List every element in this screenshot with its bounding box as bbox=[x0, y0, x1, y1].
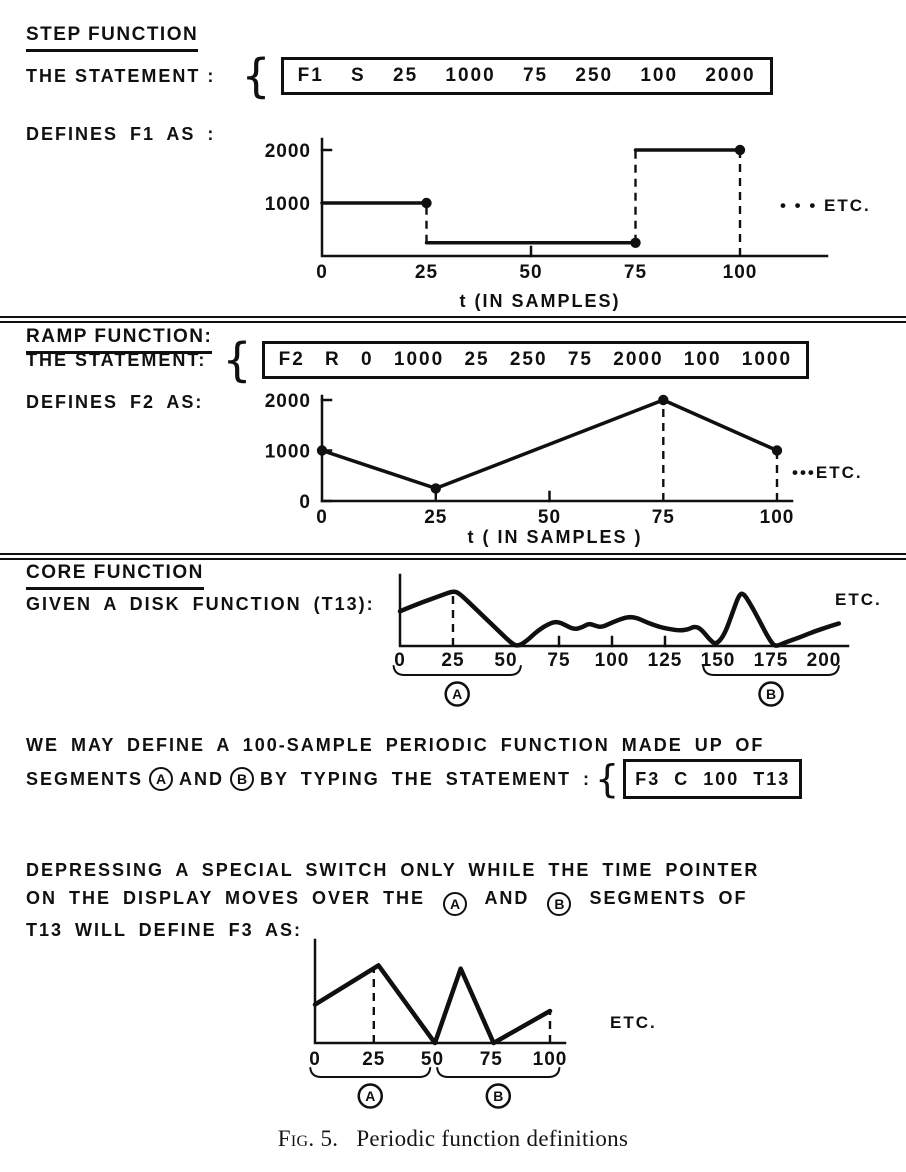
x-tick-label: 0 bbox=[316, 507, 328, 528]
section-divider bbox=[0, 316, 906, 323]
data-line bbox=[400, 592, 839, 646]
core-statement-box: F3 C 100 T13 bbox=[623, 759, 802, 799]
data-point bbox=[630, 238, 640, 248]
x-tick-label: 25 bbox=[362, 1049, 386, 1070]
paragraph-text: SEGMENTS OF bbox=[589, 888, 748, 908]
data-point bbox=[421, 198, 431, 208]
x-tick-label: 100 bbox=[532, 1049, 568, 1070]
periodic-definition-paragraph bbox=[26, 731, 802, 799]
data-line bbox=[322, 400, 777, 488]
x-tick-label: 0 bbox=[316, 262, 328, 283]
x-tick-label: 125 bbox=[647, 650, 683, 671]
ramp-statement-box: F2 R 0 1000 25 250 75 2000 100 1000 bbox=[262, 341, 809, 379]
x-tick-label: 25 bbox=[414, 262, 439, 283]
y-tick-label: 1000 bbox=[264, 441, 311, 463]
chart-axis bbox=[322, 139, 827, 256]
switch-paragraph bbox=[26, 856, 759, 944]
x-tick-label: 150 bbox=[700, 650, 736, 671]
x-tick-label: 100 bbox=[759, 507, 795, 528]
paragraph-line: T13 WILL DEFINE F3 AS: bbox=[26, 920, 303, 940]
etc-annotation: •••ETC. bbox=[792, 463, 863, 482]
ramp-defines-label: DEFINES F2 AS: bbox=[26, 392, 204, 412]
segment-a-badge: A bbox=[149, 767, 173, 791]
etc-annotation: • • • ETC. bbox=[780, 196, 871, 215]
chart-axis bbox=[322, 396, 792, 501]
x-tick-label: 175 bbox=[753, 650, 789, 671]
data-line bbox=[315, 965, 550, 1043]
x-tick-label: 75 bbox=[547, 650, 571, 671]
segment-a-badge: A bbox=[443, 892, 467, 916]
core-function-heading: CORE FUNCTION bbox=[26, 562, 204, 590]
segment-badge-letter: B bbox=[765, 686, 777, 702]
segment-badge-letter: A bbox=[365, 1088, 376, 1104]
etc-annotation: ETC. bbox=[835, 590, 882, 609]
paragraph-text: AND bbox=[484, 888, 530, 908]
f3-function-chart bbox=[280, 936, 700, 1114]
segment-b-badge: B bbox=[230, 767, 254, 791]
paragraph-line: DEPRESSING A SPECIAL SWITCH ONLY WHILE THE TIME POINTER bbox=[26, 860, 760, 880]
x-tick-label: 0 bbox=[394, 650, 406, 671]
data-point bbox=[431, 483, 441, 493]
data-point bbox=[772, 445, 782, 455]
x-axis-label: t (IN SAMPLES) bbox=[459, 291, 621, 311]
x-tick-label: 75 bbox=[623, 262, 648, 283]
figure-number: Fig. 5. bbox=[277, 1126, 339, 1151]
section-divider bbox=[0, 553, 906, 560]
disk-function-chart bbox=[380, 573, 900, 723]
ramp-function-heading: RAMP FUNCTION: bbox=[26, 326, 212, 354]
paragraph-line: WE MAY DEFINE A 100-SAMPLE PERIODIC FUNCTION MADE UP OF bbox=[26, 735, 765, 755]
disk-function-label: GIVEN A DISK FUNCTION (T13): bbox=[26, 594, 375, 614]
y-tick-label: 1000 bbox=[264, 194, 311, 215]
paragraph-text: SEGMENTS bbox=[26, 769, 144, 789]
step-defines-label: DEFINES F1 AS : bbox=[26, 124, 216, 144]
left-brace-glyph: { bbox=[241, 49, 271, 103]
data-point bbox=[317, 445, 327, 455]
caption-text: Periodic function definitions bbox=[356, 1126, 629, 1151]
left-brace-glyph: { bbox=[222, 333, 252, 387]
y-tick-label: 2000 bbox=[264, 391, 311, 412]
x-tick-label: 50 bbox=[519, 262, 543, 283]
step-statement-box: F1 S 25 1000 75 250 100 2000 bbox=[281, 57, 773, 95]
paragraph-text: ON THE DISPLAY MOVES OVER THE bbox=[26, 888, 426, 908]
chart-axis bbox=[400, 575, 848, 646]
y-tick-label: 0 bbox=[299, 492, 311, 513]
ramp-statement-label: THE STATEMENT: bbox=[26, 349, 207, 370]
x-tick-label: 75 bbox=[651, 507, 675, 528]
step-statement-label: THE STATEMENT : bbox=[26, 65, 216, 86]
segment-b-badge: B bbox=[547, 892, 571, 916]
x-tick-label: 50 bbox=[537, 507, 562, 528]
y-tick-label: 2000 bbox=[264, 141, 311, 162]
data-point bbox=[735, 145, 745, 155]
x-tick-label: 0 bbox=[309, 1049, 321, 1070]
x-axis-label: t ( IN SAMPLES ) bbox=[467, 527, 643, 547]
x-tick-label: 50 bbox=[420, 1049, 445, 1070]
left-brace-glyph: { bbox=[595, 757, 622, 801]
x-tick-label: 200 bbox=[806, 650, 842, 671]
x-tick-label: 100 bbox=[594, 650, 630, 671]
data-point bbox=[658, 395, 668, 405]
paragraph-line bbox=[26, 884, 759, 916]
paragraph-line bbox=[26, 759, 802, 799]
figure-caption bbox=[0, 1126, 906, 1152]
x-tick-label: 50 bbox=[494, 650, 518, 671]
x-tick-label: 25 bbox=[441, 650, 465, 671]
step-function-heading: STEP FUNCTION bbox=[26, 24, 198, 52]
segment-badge-letter: A bbox=[452, 686, 463, 702]
paragraph-text: BY TYPING THE STATEMENT : bbox=[260, 769, 592, 789]
segment-badge-letter: B bbox=[493, 1088, 504, 1104]
paragraph-text: AND bbox=[179, 769, 225, 789]
etc-annotation: ETC. bbox=[610, 1013, 657, 1032]
x-tick-label: 75 bbox=[479, 1049, 503, 1070]
x-tick-label: 25 bbox=[424, 507, 448, 528]
step-function-chart bbox=[240, 131, 900, 313]
x-tick-label: 100 bbox=[722, 262, 758, 283]
ramp-function-chart bbox=[240, 390, 900, 552]
step-statement-row bbox=[26, 49, 773, 103]
